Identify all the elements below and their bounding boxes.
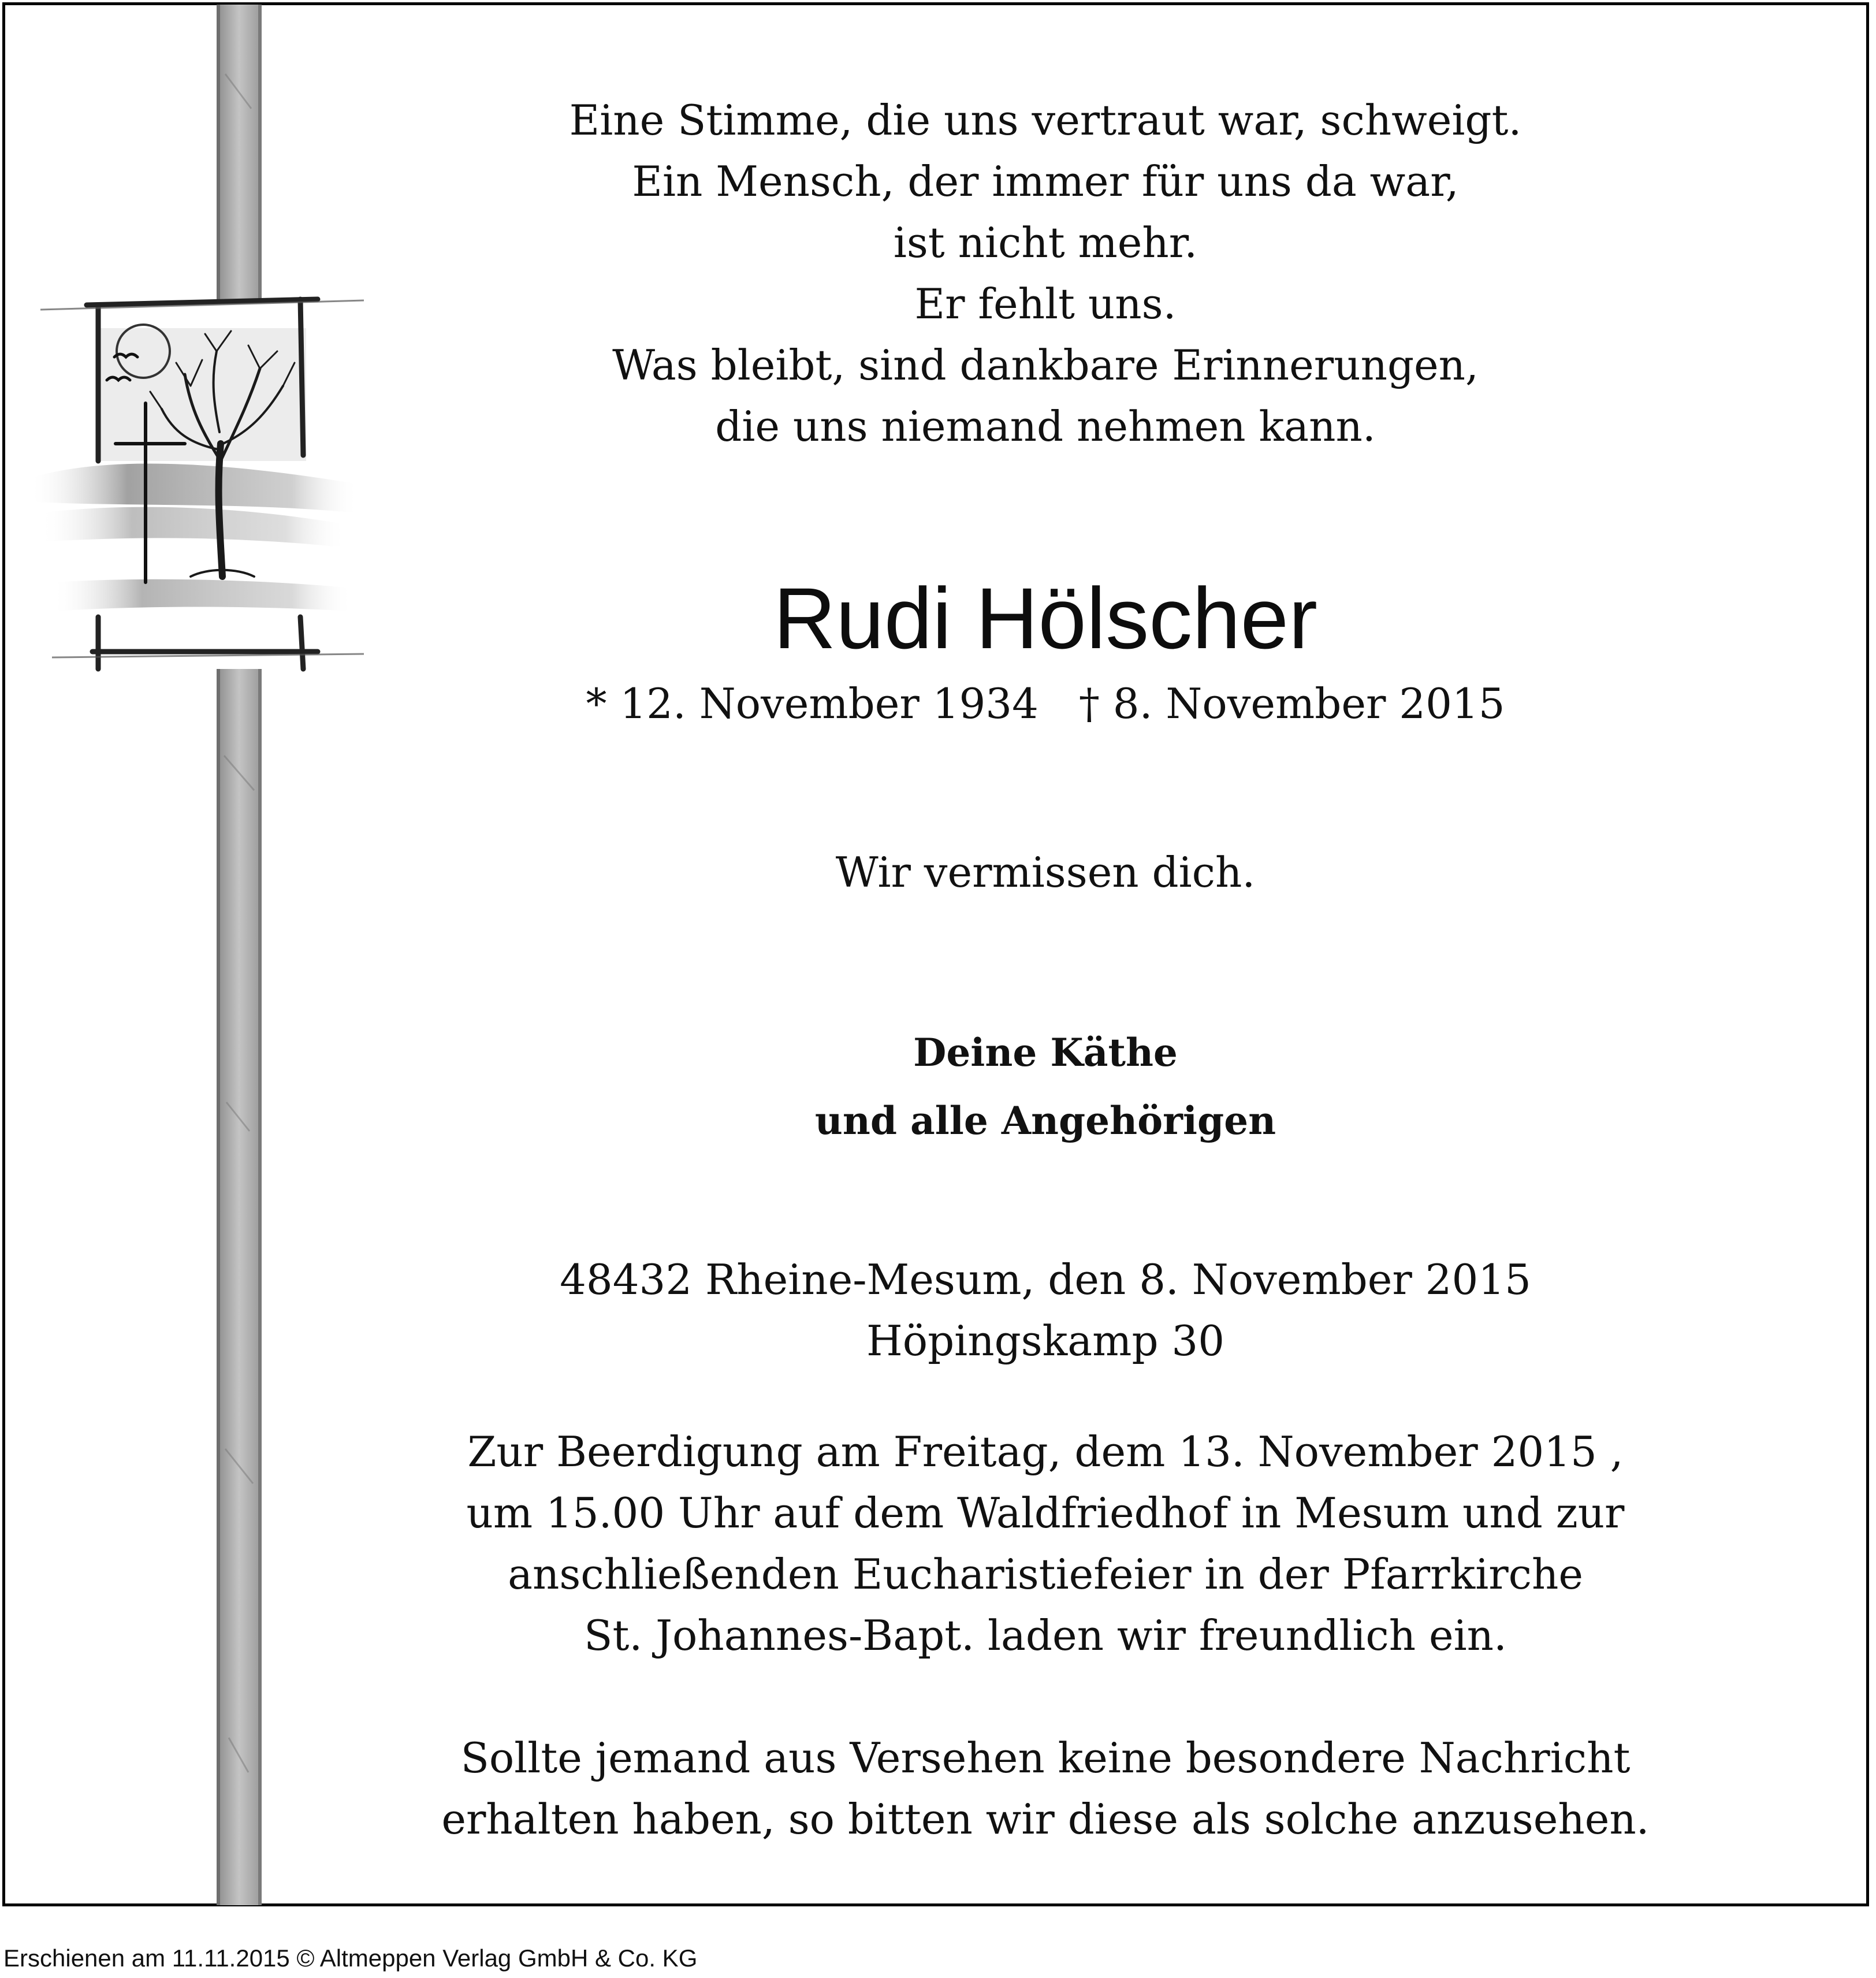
life-dates	[370, 675, 1721, 733]
framed-tree-picture	[29, 299, 364, 669]
family-signature	[370, 1018, 1721, 1155]
poem-line: Er fehlt uns.	[914, 280, 1177, 328]
deceased-name: Rudi Hölscher	[773, 570, 1318, 667]
notice-line: Sollte jemand aus Versehen keine besondere Nachricht	[460, 1734, 1631, 1782]
funeral-details	[370, 1421, 1721, 1666]
vertical-band	[217, 5, 262, 1905]
address-line: 48432 Rheine-Mesum, den 8. November 2015	[560, 1255, 1531, 1304]
poem-line: die uns niemand nehmen kann.	[715, 402, 1376, 451]
address-block	[370, 1249, 1721, 1371]
address-line: Höpingskamp 30	[866, 1317, 1225, 1365]
memorial-illustration	[17, 5, 375, 1905]
funeral-line: Zur Beerdigung am Freitag, dem 13. November 2015 ,	[467, 1427, 1624, 1476]
notice-line: erhalten haben, so bitten wir diese als solche anzusehen.	[441, 1795, 1650, 1843]
poem-line: ist nicht mehr.	[893, 218, 1198, 267]
farewell-message: Wir vermissen dich.	[835, 848, 1256, 897]
funeral-line: anschließenden Eucharistiefeier in der Pfarrkirche	[508, 1550, 1583, 1598]
poem-line: Ein Mensch, der immer für uns da war,	[632, 157, 1459, 206]
funeral-line: St. Johannes-Bapt. laden wir freundlich ein.	[584, 1611, 1507, 1660]
publication-footer: Erschienen am 11.11.2015 © Altmeppen Verlag GmbH & Co. KG	[3, 1944, 698, 1972]
funeral-line: um 15.00 Uhr auf dem Waldfriedhof in Mesum und zur	[466, 1489, 1625, 1537]
birth-date: * 12. November 1934	[586, 679, 1038, 728]
poem-block	[370, 90, 1721, 457]
death-date: † 8. November 2015	[1078, 679, 1505, 728]
notice-block	[370, 1727, 1721, 1850]
poem-line: Was bleibt, sind dankbare Erinnerungen,	[612, 341, 1479, 389]
family-line: und alle Angehörigen	[814, 1098, 1276, 1143]
poem-line: Eine Stimme, die uns vertraut war, schweigt.	[569, 96, 1522, 144]
family-line: Deine Käthe	[913, 1030, 1178, 1075]
